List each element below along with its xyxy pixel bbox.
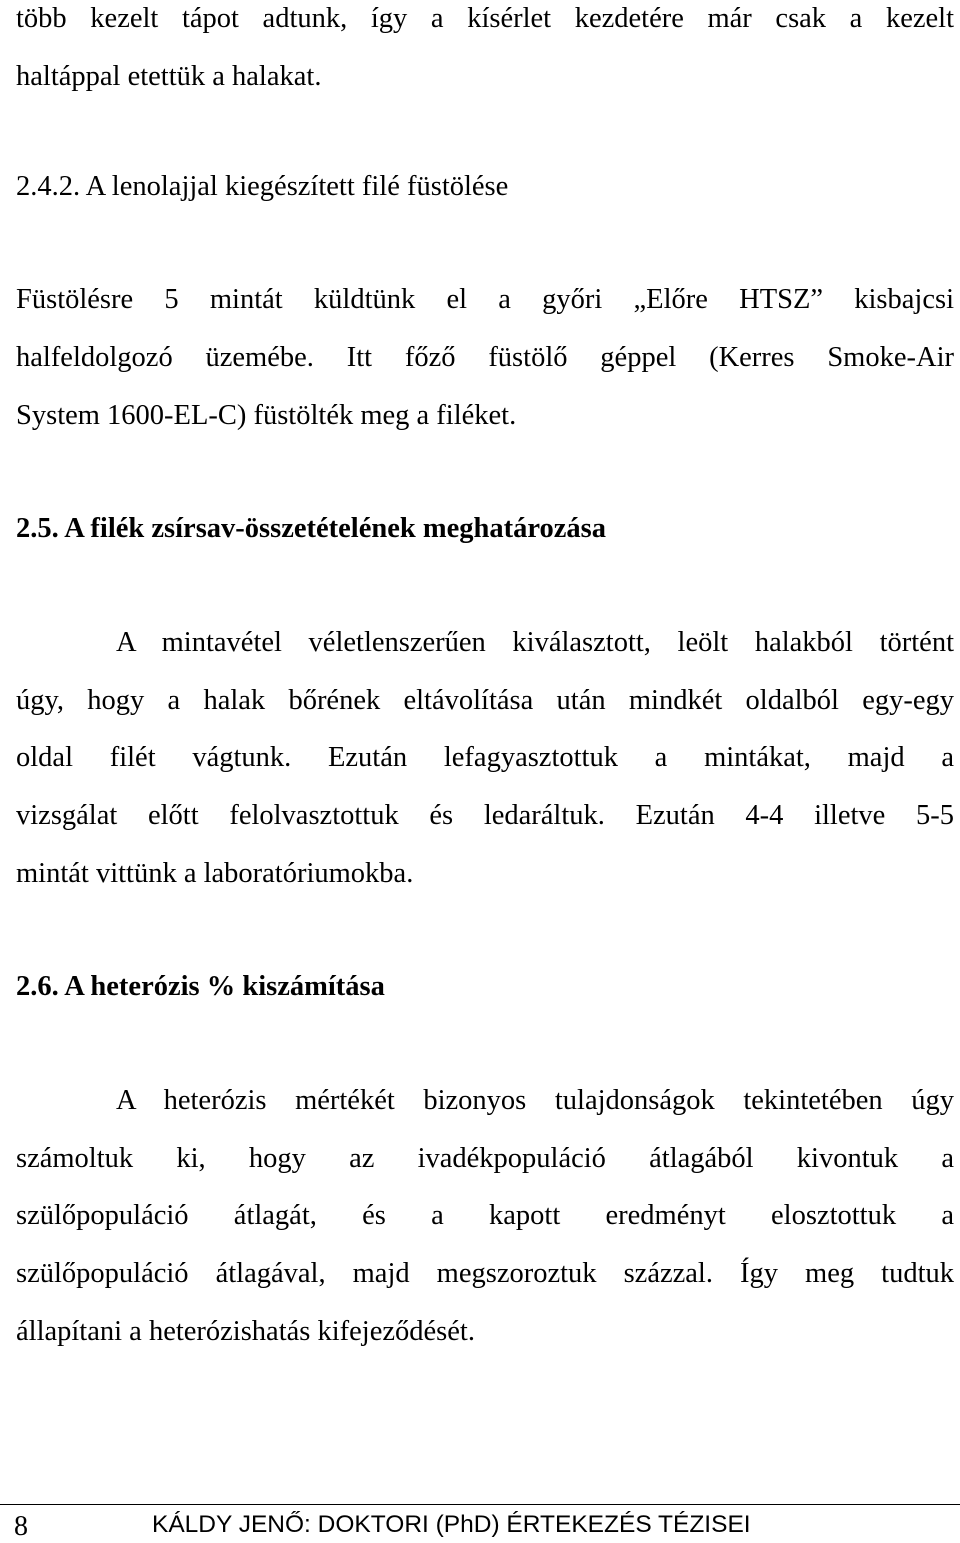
section-26-line-5: állapítani a heterózishatás kifejeződését. [16,1316,475,1347]
section-242-line-3: System 1600-EL-C) füstölték meg a filéket. [16,400,517,431]
section-242-line-1: Füstölésre 5 mintát küldtünk el a győri „Előre HTSZ” kisbajcsi [16,284,954,315]
section-26-line-2: számoltuk ki, hogy az ivadékpopuláció átlagából kivontuk a [16,1143,954,1174]
intro-line-2: haltáppal etettük a halakat. [16,61,322,92]
section-26-line-3: szülőpopuláció átlagát, és a kapott eredményt elosztottuk a [16,1200,954,1231]
section-25-heading: 2.5. A filék zsírsav-összetételének meghatározása [16,513,606,544]
section-25-line-3: oldal filét vágtunk. Ezután lefagyasztottuk a mintákat, majd a [16,742,954,773]
section-25-line-5: mintát vittünk a laboratóriumokba. [16,858,414,889]
section-26-line-4: szülőpopuláció átlagával, majd megszoroztuk százzal. Így meg tudtuk [16,1258,954,1289]
section-26-heading: 2.6. A heterózis % kiszámítása [16,971,385,1002]
footer-title: KÁLDY JENŐ: DOKTORI (PhD) ÉRTEKEZÉS TÉZISEI [152,1511,751,1538]
intro-line-1: több kezelt tápot adtunk, így a kísérlet kezdetére már csak a kezelt [16,3,954,34]
section-25-line-4: vizsgálat előtt felolvasztottuk és ledaráltuk. Ezután 4-4 illetve 5-5 [16,800,954,831]
footer-rule [0,1504,960,1505]
page-number: 8 [14,1511,28,1542]
section-26-line-1: A heterózis mértékét bizonyos tulajdonságok tekintetében úgy [116,1085,954,1116]
section-242-line-2: halfeldolgozó üzemébe. Itt főző füstölő géppel (Kerres Smoke-Air [16,342,954,373]
section-25-line-2: úgy, hogy a halak bőrének eltávolítása után mindkét oldalból egy-egy [16,685,954,716]
section-242-heading: 2.4.2. A lenolajjal kiegészített filé füstölése [16,171,509,202]
section-25-line-1: A mintavétel véletlenszerűen kiválasztott, leölt halakból történt [116,627,954,658]
